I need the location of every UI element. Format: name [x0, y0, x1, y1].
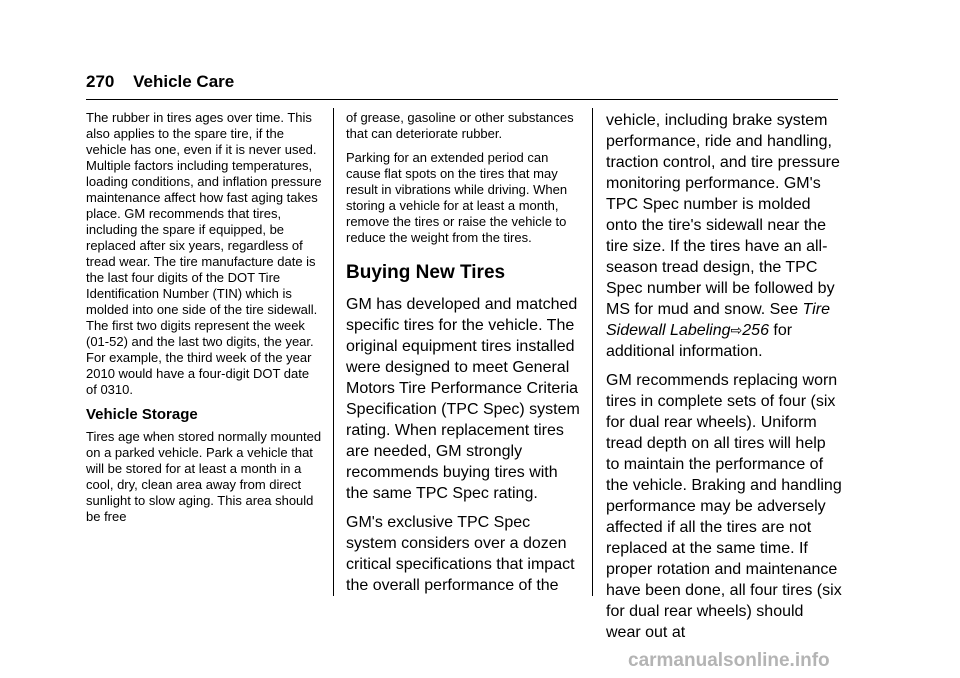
section-title: Vehicle Care [133, 72, 235, 91]
page-reference-number[interactable]: 256 [742, 322, 769, 339]
column-2 [346, 110, 582, 604]
replacing-tires-paragraph: GM recommends replacing worn tires in complete sets of four (six for dual rear wheels). Uniform tread depth on all tires will help to maintain the performance of the vehicle. Braking and handling performance may be adversely affected if all the tires are not replaced at the same time. If proper rotation and maintenance have been done, all four tires (six for dual rear wheels) should wear out at [606, 372, 842, 641]
buying-new-tires-heading: Buying New Tires [346, 262, 506, 283]
header-rule [86, 99, 838, 100]
tpc-exclusive-paragraph: GM's exclusive TPC Spec system considers over a dozen critical specifications that impact the overall performance of the [346, 514, 575, 594]
tire-aging-paragraph: The rubber in tires ages over time. This also applies to the spare tire, if the vehicle has one, even if it is never used. Multiple factors including temperatures, loading conditions, and inflation pressure maintenance affect how fast aging takes place. GM recommends that tires, including the spare if equipped, be replaced after six years, regardless of tread wear. The tire manufacture date is the last four digits of the DOT Tire Identification Number (TIN) which is molded into one side of the tire sidewall. The first two digits represent the week (01-52) and the last two digits, the year. For example, the third week of the year 2010 would have a four-digit DOT date of 0310. [86, 110, 322, 397]
column-divider-2 [592, 108, 593, 596]
watermark: carmanualsonline.info [628, 650, 830, 671]
tpc-spec-paragraph: GM has developed and matched specific tires for the vehicle. The original equipment tires installed were designed to meet General Motors Tire Performance Criteria Specification (TPC Spec) system rating. When replacement tires are needed, GM strongly recommends buying tires with the same TPC Spec rating. [346, 296, 580, 502]
column-3 [606, 110, 842, 651]
storage-continued-paragraph: of grease, gasoline or other substances that can deteriorate rubber. [346, 110, 574, 141]
page-header [86, 72, 234, 92]
page-number: 270 [86, 72, 115, 91]
column-1 [86, 110, 322, 533]
tpc-continued-paragraph: vehicle, including brake system performance, ride and handling, traction control, and tire pressure monitoring performance. GM's TPC Spec number is molded onto the tire's sidewall near the tire size. If the tires have an all-season tread design, the TPC Spec number will be followed by MS for mud and snow. See Tire Sidewall Labeling⇨256 for additional information. [606, 112, 840, 360]
vehicle-storage-heading: Vehicle Storage [86, 406, 198, 423]
page-reference-icon: ⇨ [730, 322, 743, 338]
tire-sidewall-labeling-link[interactable]: Tire Sidewall Labeling [606, 301, 830, 339]
column-divider-1 [333, 108, 334, 596]
vehicle-storage-paragraph: Tires age when stored normally mounted on a parked vehicle. Park a vehicle that will be stored for at least a month in a cool, dry, clean area away from direct sunlight to slow aging. This area should be free [86, 429, 322, 524]
parking-paragraph: Parking for an extended period can cause flat spots on the tires that may result in vibrations while driving. When storing a vehicle for at least a month, remove the tires or raise the vehicle to reduce the weight from the tires. [346, 150, 568, 245]
